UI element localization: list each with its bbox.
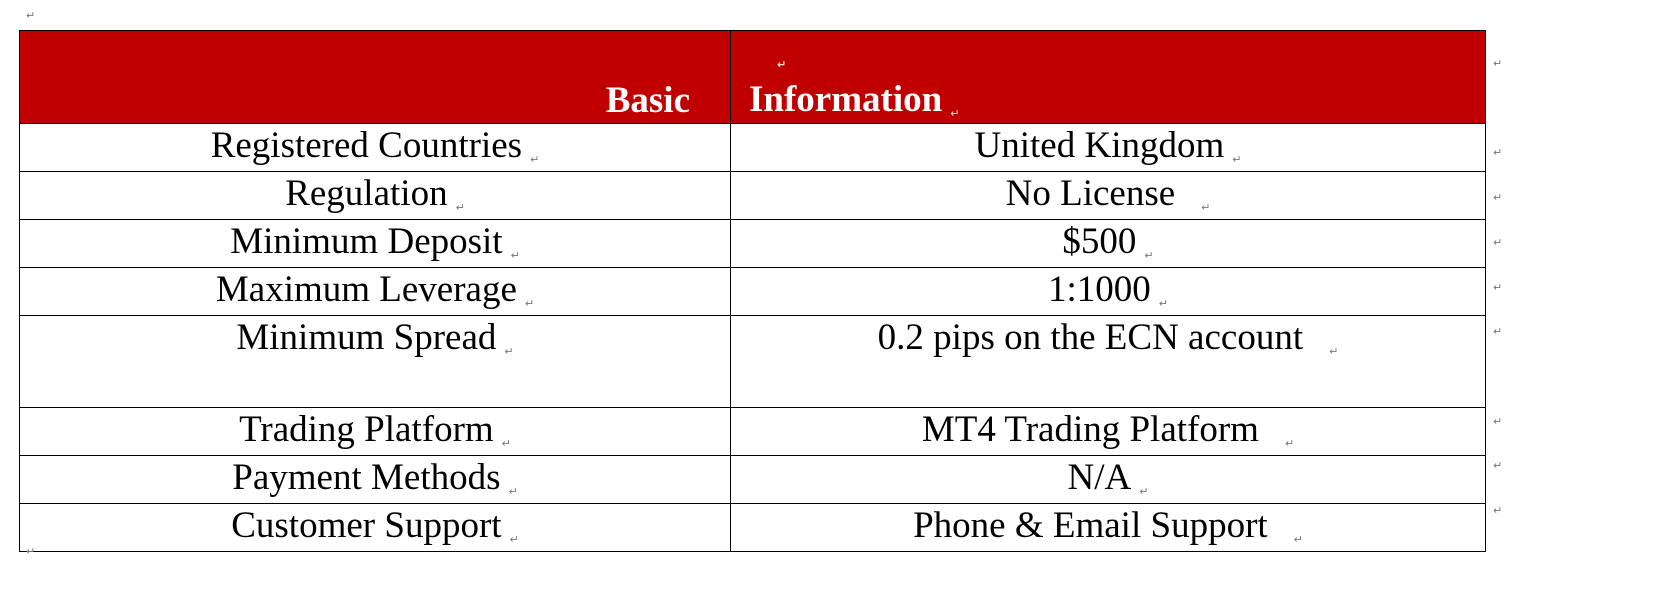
paragraph-mark-icon: ↵ xyxy=(508,485,518,498)
paragraph-mark-icon: ↵ xyxy=(777,58,787,71)
paragraph-mark-icon: ↵ xyxy=(510,249,520,262)
row-label-cell xyxy=(20,172,731,220)
paragraph-mark-icon: ↵ xyxy=(1493,415,1503,428)
paragraph-mark-icon: ↵ xyxy=(1144,249,1154,262)
paragraph-mark-icon: ↵ xyxy=(1201,201,1211,214)
table-row xyxy=(20,504,1486,552)
paragraph-mark-icon: ↵ xyxy=(530,153,540,166)
row-label: Maximum Leverage xyxy=(215,269,517,310)
header-cell-information xyxy=(731,31,1486,124)
paragraph-mark-icon: ↵ xyxy=(26,545,36,558)
paragraph-mark-icon: ↵ xyxy=(455,201,465,214)
row-label-cell xyxy=(20,504,731,552)
row-label: Minimum Deposit xyxy=(230,221,503,262)
paragraph-mark-icon: ↵ xyxy=(1293,533,1303,546)
row-label-cell xyxy=(20,408,731,456)
row-value-cell xyxy=(731,124,1486,172)
row-value: N/A xyxy=(1067,457,1132,498)
row-label: Registered Countries xyxy=(210,125,523,166)
paragraph-mark-icon: ↵ xyxy=(1284,437,1295,450)
row-label-cell xyxy=(20,316,731,408)
row-value: United Kingdom xyxy=(974,125,1225,166)
row-value: Phone & Email Support xyxy=(913,505,1268,546)
paragraph-mark-icon: ↵ xyxy=(501,437,511,450)
row-value-cell xyxy=(731,504,1486,552)
table-row xyxy=(20,408,1486,456)
row-label: Customer Support xyxy=(231,505,502,546)
row-value: $500 xyxy=(1062,221,1137,262)
paragraph-mark-icon: ↵ xyxy=(524,297,535,310)
table-row xyxy=(20,172,1486,220)
paragraph-mark-icon: ↵ xyxy=(1139,485,1149,498)
paragraph-mark-icon: ↵ xyxy=(1493,325,1503,338)
table-row xyxy=(20,456,1486,504)
paragraph-mark-icon: ↵ xyxy=(504,345,514,358)
row-label: Regulation xyxy=(285,173,448,214)
header-information-label: Information xyxy=(749,79,943,120)
paragraph-mark-icon: ↵ xyxy=(1232,153,1242,166)
row-label: Trading Platform xyxy=(239,409,494,450)
row-value: No License xyxy=(1005,173,1176,214)
row-value-cell xyxy=(731,220,1486,268)
row-label: Payment Methods xyxy=(232,457,501,498)
row-label: Minimum Spread xyxy=(236,317,497,358)
basic-information-table xyxy=(19,30,1486,552)
table-row xyxy=(20,316,1486,408)
row-value-cell xyxy=(731,456,1486,504)
paragraph-mark-icon: ↵ xyxy=(1493,281,1503,294)
row-label-cell xyxy=(20,124,731,172)
table-row xyxy=(20,124,1486,172)
row-value: 0.2 pips on the ECN account xyxy=(877,317,1304,358)
paragraph-mark-icon: ↵ xyxy=(26,9,36,22)
paragraph-mark-icon: ↵ xyxy=(509,533,519,546)
table-row xyxy=(20,268,1486,316)
row-label-cell xyxy=(20,268,731,316)
row-label-cell xyxy=(20,220,731,268)
header-basic-label: Basic xyxy=(605,80,690,121)
paragraph-mark-icon: ↵ xyxy=(1493,57,1503,70)
paragraph-mark-icon: ↵ xyxy=(1329,345,1339,358)
table-row xyxy=(20,220,1486,268)
paragraph-mark-icon: ↵ xyxy=(950,107,960,120)
paragraph-mark-icon: ↵ xyxy=(1493,459,1503,472)
row-value: 1:1000 xyxy=(1048,269,1151,310)
paragraph-mark-icon: ↵ xyxy=(1493,236,1503,249)
paragraph-mark-icon: ↵ xyxy=(1493,146,1503,159)
paragraph-mark-icon: ↵ xyxy=(1493,504,1503,517)
row-label-cell xyxy=(20,456,731,504)
paragraph-mark-icon: ↵ xyxy=(1158,297,1168,310)
row-value-cell xyxy=(731,268,1486,316)
table-header-row xyxy=(20,31,1486,124)
header-cell-basic xyxy=(20,31,731,124)
row-value-cell xyxy=(731,316,1486,408)
row-value-cell xyxy=(731,408,1486,456)
row-value-cell xyxy=(731,172,1486,220)
paragraph-mark-icon: ↵ xyxy=(1493,191,1503,204)
row-value: MT4 Trading Platform xyxy=(921,409,1259,450)
